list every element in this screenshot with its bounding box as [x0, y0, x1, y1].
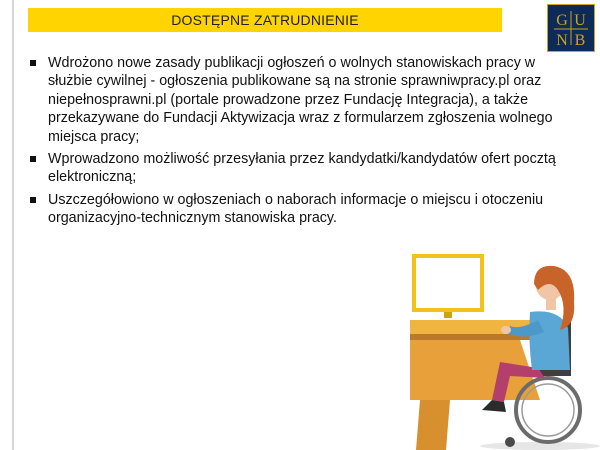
gunb-logo — [547, 4, 595, 52]
gunb-logo-icon — [548, 5, 594, 51]
bullet-list — [28, 54, 576, 232]
svg-text:N: N — [556, 32, 568, 49]
bullet-text: Uszczegółowiono w ogłoszeniach o naborach informacje o miejscu i otoczeniu organizacyjno-technicznym stanowiska pracy. — [48, 191, 544, 227]
bullet-item — [28, 191, 576, 228]
left-rule — [12, 0, 14, 450]
slide-title: DOSTĘPNE ZATRUDNIENIE — [171, 12, 359, 28]
square-bullet-icon — [30, 156, 36, 162]
bullet-item — [28, 150, 576, 187]
svg-text:G: G — [556, 12, 568, 29]
wheelchair-icon — [516, 378, 580, 442]
bullet-text: Wprowadzono możliwość przesyłania przez kandydatki/kandydatów ofert pocztą elektroniczną; — [48, 151, 556, 186]
woman-in-wheelchair-illustration — [410, 250, 600, 450]
square-bullet-icon — [30, 60, 36, 66]
svg-text:B: B — [574, 32, 586, 49]
square-bullet-icon — [30, 197, 36, 203]
bullet-item — [28, 54, 576, 146]
title-bar — [28, 8, 502, 32]
svg-text:U: U — [574, 12, 586, 29]
bullet-text: Wdrożono nowe zasady publikacji ogłoszeń o wolnych stanowiskach pracy w służbie cywilnej - ogłoszenia publikowane są na stronie sprawniwpracy.pl oraz niepełnosprawni.pl (portale prowadzone przez Fundację Integracja), a także przekazywane do Fundacji Aktywizacja wraz z formularzem zgłoszenia wolnego miejsca pracy; — [48, 55, 553, 145]
